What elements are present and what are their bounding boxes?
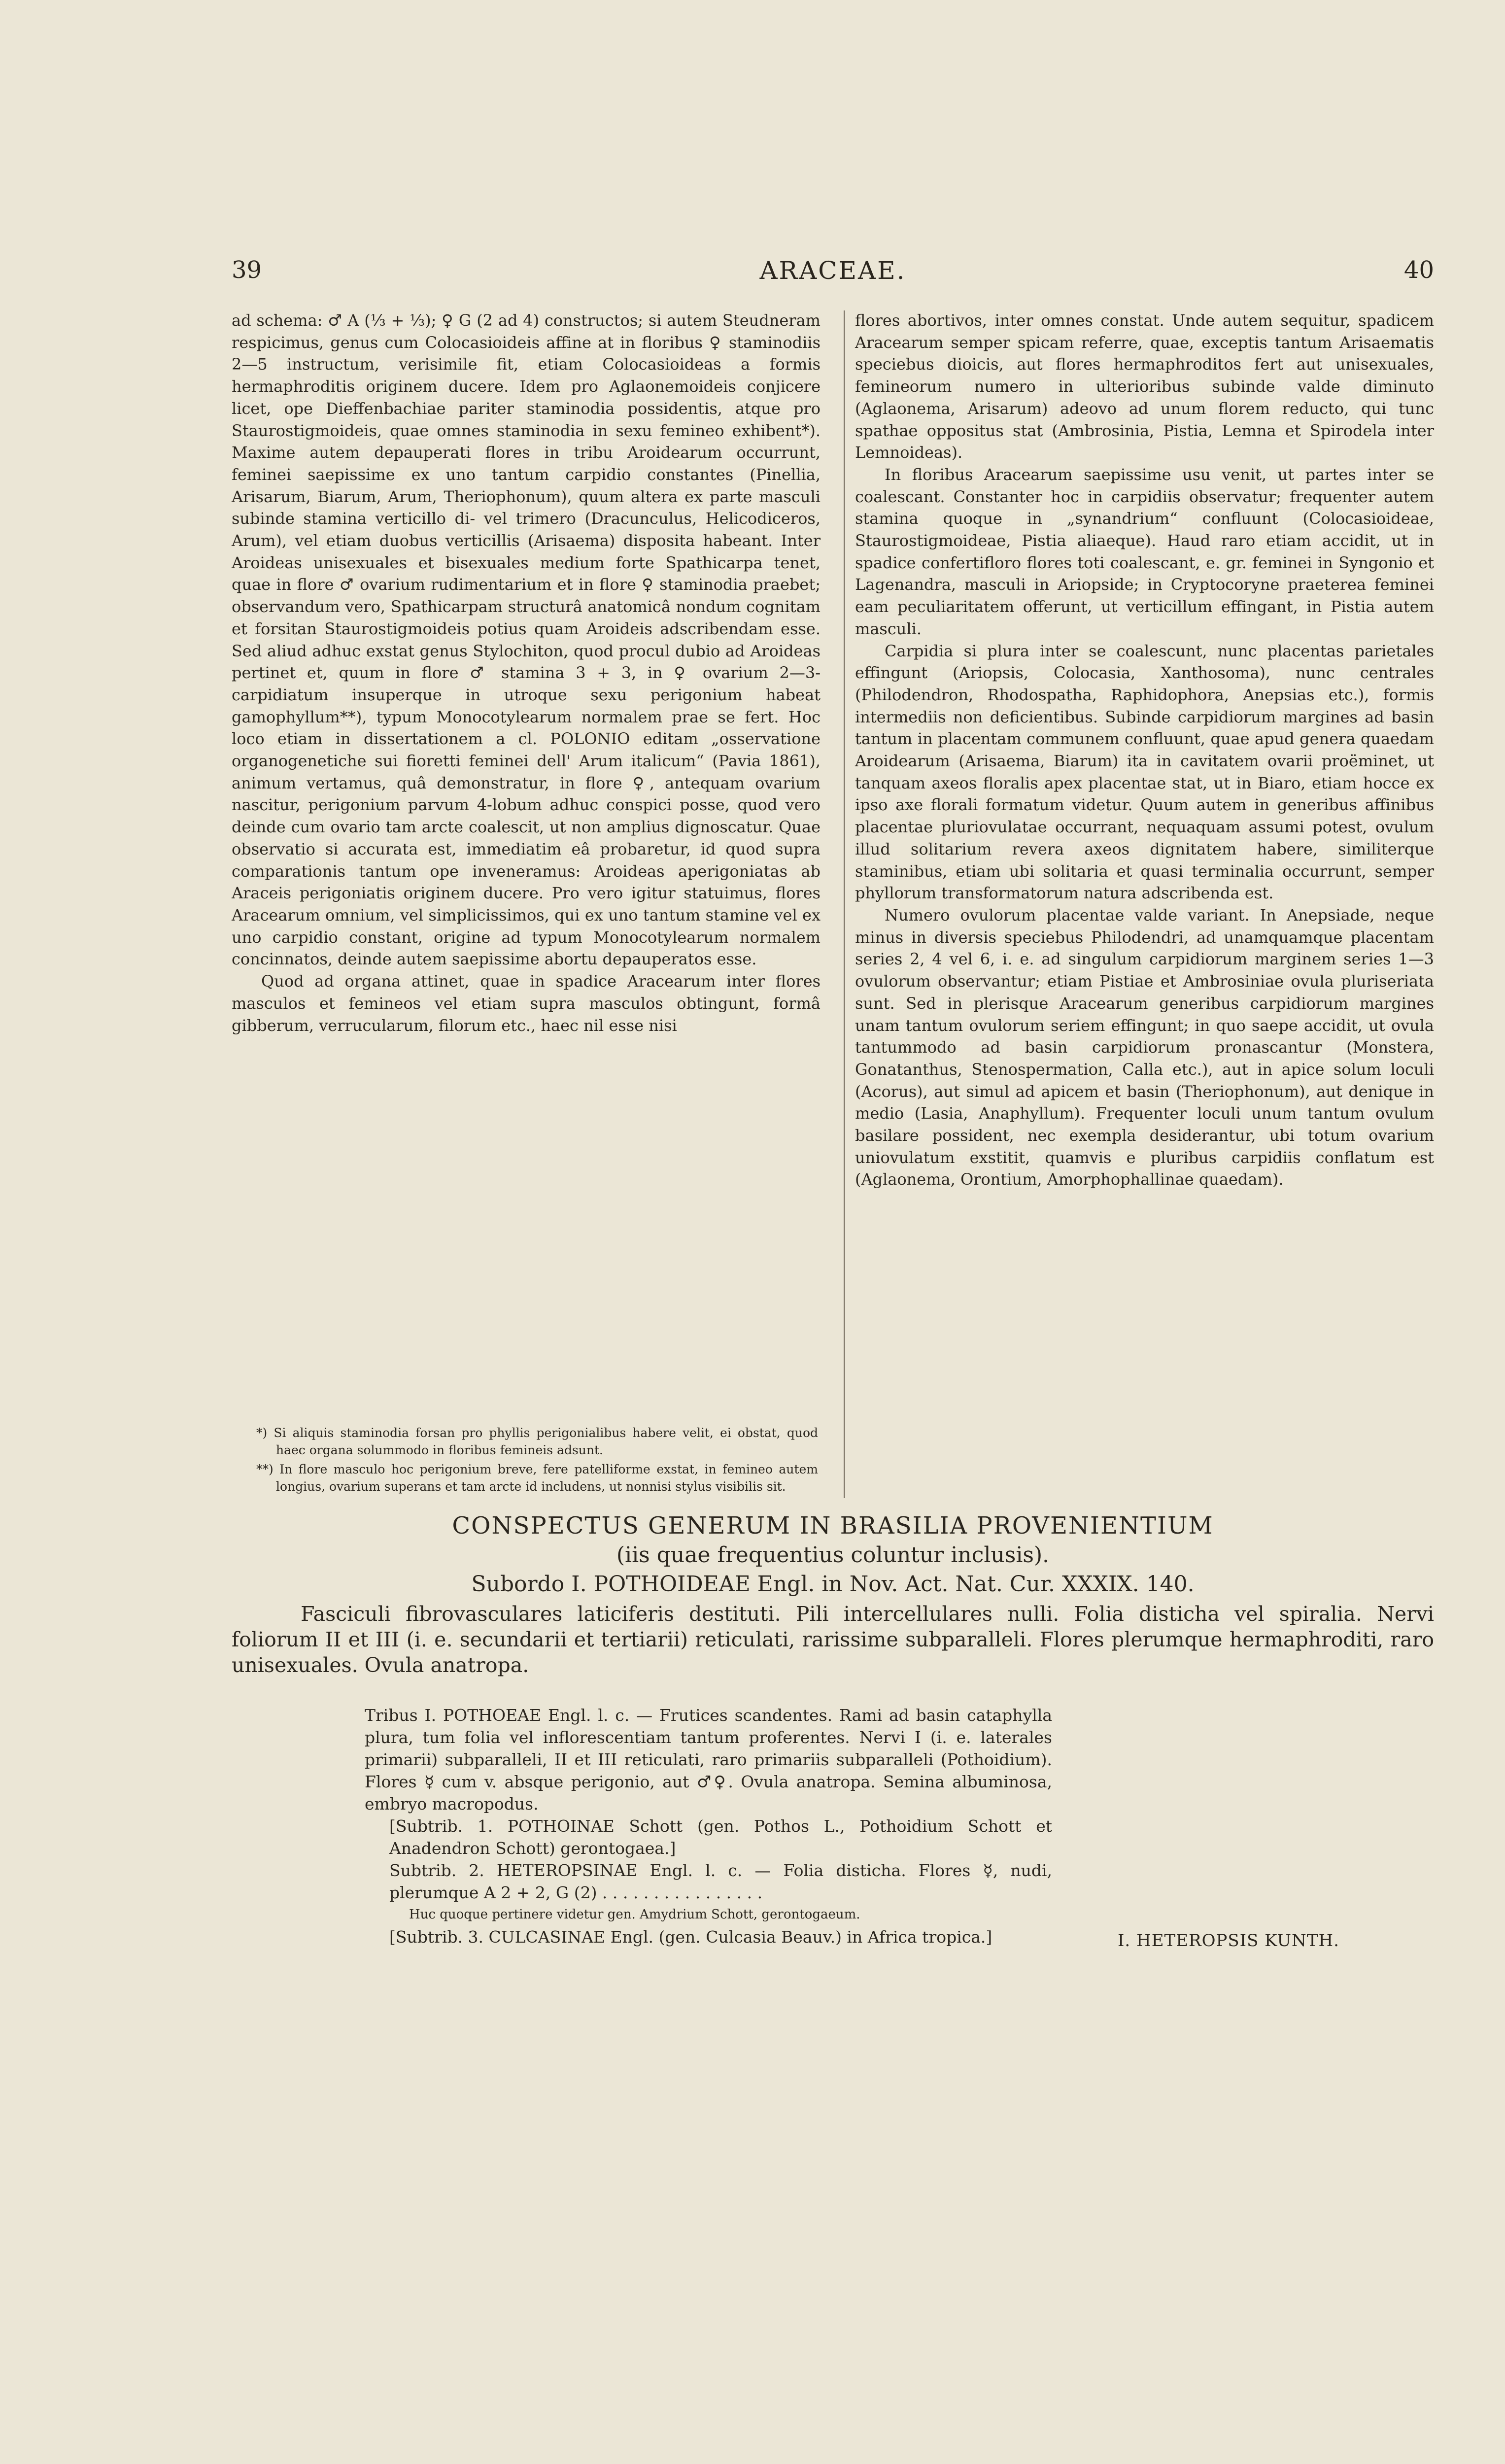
subtribus-3: [Subtrib. 3. CULCASINAE Engl. (gen. Culcasia Beauv.) in Africa tropica.] bbox=[389, 1927, 992, 1947]
subtribus-2: Subtrib. 2. HETEROPSINAE Engl. l. c. — Folia disticha. Flores ☿, nudi, plerumque A 2 + 2, G (2) . . . . . . . . . . . . . . . . bbox=[389, 1861, 1052, 1902]
tribus-text: Tribus I. POTHOEAE Engl. l. c. — Frutices scandentes. Rami ad basin cataphylla plura, tum folia vel inflorescentiam tantum proferentes. Nervi I (i. e. laterales primarii) subparalleli, II et III reticulati, raro primariis subparalleli (Pothoidium). Flores ☿ cum v. absque perigonio, aut ♂♀. Ovula anatropa. Semina albuminosa, embryo macropodus. bbox=[365, 1706, 1052, 1814]
page-number-right: 40 bbox=[1403, 256, 1434, 284]
running-head: ARACEAE. bbox=[759, 256, 906, 285]
genus-heteropsis: I. HETEROPSIS KUNTH. bbox=[1118, 1931, 1339, 1951]
left-paragraph: ad schema: ♂ A (⅓ + ⅓); ♀ G (2 ad 4) constructos; si autem Steudneram respicimus, genus cum Colocasioideis affine at in floribus ♀ staminodiis 2—5 instructum, verisimile fit, etiam Colocasioideas a formis hermaphroditis originem ducere. Idem pro Aglaonemoideis conjicere licet, ope Dieffenbachiae pariter staminodia possidentis, atque pro Staurostigmoideis, quae omnes staminodia in sexu femineo exhibent*). Maxime autem depauperati flores in tribu Aroidearum occurrunt, feminei saepissime ex uno tantum carpidio constantes (Pinellia, Arisarum, Biarum, Arum, Theriophonum), quum altera ex parte masculi subinde stamina verticillo di- vel trimero (Dracunculus, Helicodiceros, Arum), vel etiam duobus verticillis (Arisaema) disposita habeant. Inter Aroideas unisexuales et bisexuales medium forte Spathicarpa tenet, quae in flore ♂ ovarium rudimentarium et in flore ♀ staminodia praebet; observandum vero, Spathicarpam structurâ anatomicâ nondum cognitam et forsitan Staurostigmoideis potius quam Aroideis adscribendam esse. Sed aliud adhuc exstat genus Stylochiton, quod procul dubio ad Aroideas pertinet et, quum in flore ♂ stamina 3 + 3, in ♀ ovarium 2—3-carpidiatum insuperque in utroque sexu perigonium habeat gamophyllum**), typum Monocotylearum normalem prae se fert. Hoc loco etiam in dissertationem a cl. POLONIO editam „osservatione organogenetiche sui fioretti feminei dell' Arum italicum“ (Pavia 1861), animum vertamus, quâ demonstratur, in flore ♀, antequam ovarium nascitur, perigonium parvum 4-lobum adhuc conspici posse, quod vero deinde cum ovario tam arcte coalescit, ut non amplius dignoscatur. Quae observatio si accurata est, immediatim eâ probaretur, id quod supra comparationis tantum ope inveneramus: Aroideas aperigoniatas ab Araceis perigoniatis originem ducere. Pro vero igitur statuimus, flores Aracearum omnium, vel simplicissimos, qui ex uno tantum stamine vel ex uno carpidio constant, origine ad typum Monocotylearum normalem concinnatos, deinde autem saepissime abortu depauperatos esse. bbox=[232, 311, 821, 969]
tribus-block bbox=[365, 1704, 1052, 1948]
subordo-diagnosis bbox=[232, 1601, 1434, 1678]
right-paragraph: Carpidia si plura inter se coalescunt, nunc placentas parietales effingunt (Ariopsis, Colocasia, Xanthosoma), nunc centrales (Philodendron, Rhodospatha, Raphidophora, Anepsias etc.), formis intermediis non deficientibus. Subinde carpidiorum margines ad basin tantum in placentam communem confluunt, quae apud genera quaedam Aroidearum (Arisaema, Biarum) ita in cavitatem ovarii proëminet, ut tanquam axeos floralis apex placentae stat, ut in Biaro, etiam hocce ex ipso axe florali formatum videtur. Quum autem in generibus affinibus placentae pluriovulatae occurrant, nequaquam assumi potest, ovulum illud solitarium revera axeos dignitatem habere, similiterque staminibus, etiam ubi solitaria et quasi terminalia occurrunt, semper phyllorum transformatorum natura adscribenda est. bbox=[855, 641, 1434, 903]
conspectus-title: CONSPECTUS GENERUM IN BRASILIA PROVENIENTIUM bbox=[452, 1512, 1214, 1540]
column-divider bbox=[844, 310, 845, 1498]
left-paragraph: Quod ad organa attinet, quae in spadice Aracearum inter flores masculos et femineos vel etiam supra masculos obtingunt, formâ gibberum, verrucularum, filorum etc., haec nil esse nisi bbox=[232, 972, 821, 1035]
page-header bbox=[232, 256, 1434, 296]
conspectus-subtitle: (iis quae frequentius coluntur inclusis). bbox=[616, 1542, 1050, 1568]
page-number-left: 39 bbox=[232, 256, 262, 284]
subtribus-note: Huc quoque pertinere videtur gen. Amydrium Schott, gerontogaeum. bbox=[409, 1907, 860, 1922]
footnote: **) In flore masculo hoc perigonium breve, fere patelliforme exstat, in femineo autem longius, ovarium superans et tam arcte id includens, ut nonnisi stylus visibilis sit. bbox=[256, 1462, 818, 1494]
left-column bbox=[232, 309, 821, 1036]
subtribus-1: [Subtrib. 1. POTHOINAE Schott (gen. Pothos L., Pothoidium Schott et Anadendron Schott) gerontogaea.] bbox=[389, 1816, 1052, 1858]
footnotes bbox=[256, 1424, 818, 1497]
right-paragraph: In floribus Aracearum saepissime usu venit, ut partes inter se coalescant. Constanter hoc in carpidiis observatur; frequenter autem stamina quoque in „synandrium“ confluunt (Colocasioideae, Staurostigmoideae, Pistia aliaeque). Haud raro etiam accidit, ut in spadice confertifloro flores toti coalescant, e. gr. feminei in Syngonio et Lagenandra, masculi in Ariopside; in Cryptocoryne praeterea feminei eam peculiaritatem offerunt, ut verticillum effingant, in Pistia autem masculi. bbox=[855, 465, 1434, 638]
diagnosis-text: Fasciculi fibrovasculares laticiferis destituti. Pili intercellulares nulli. Folia disticha vel spiralia. Nervi foliorum II et III (i. e. secundarii et tertiarii) reticulati, rarissime subparalleli. Flores plerumque hermaphroditi, raro unisexuales. Ovula anatropa. bbox=[232, 1602, 1434, 1677]
footnote: *) Si aliquis staminodia forsan pro phyllis perigonialibus habere velit, ei obstat, quod haec organa solummodo in floribus femineis adsunt. bbox=[256, 1426, 818, 1457]
right-column bbox=[855, 309, 1434, 1191]
subordo-heading: Subordo I. POTHOIDEAE Engl. in Nov. Act. Nat. Cur. XXXIX. 140. bbox=[471, 1572, 1195, 1597]
conspectus-section bbox=[232, 1510, 1434, 1678]
right-paragraph: Numero ovulorum placentae valde variant. In Anepsiade, neque minus in diversis speciebus Philodendri, ad unamquamque placentam series 2, 4 vel 6, i. e. ad singulum carpidiorum marginem series 1—3 ovulorum observantur; etiam Pistiae et Ambrosiniae ovula pluriseriata sunt. Sed in plerisque Aracearum generibus carpidiorum margines unam tantum ovulorum seriem effingunt; in quo saepe accidit, ut ovula tantummodo ad basin carpidiorum pronascantur (Monstera, Gonatanthus, Stenospermation, Calla etc.), aut in apice solum loculi (Acorus), aut simul ad apicem et basin (Theriophonum), aut denique in medio (Lasia, Anaphyllum). Frequenter loculi unum tantum ovulum basilare possident, nec exempla desiderantur, ubi totum ovarium uniovulatum exstitit, quamvis e pluribus carpidiis conflatum est (Aglaonema, Orontium, Amorphophallinae quaedam). bbox=[855, 905, 1434, 1189]
right-paragraph: flores abortivos, inter omnes constat. Unde autem sequitur, spadicem Aracearum semper spicam referre, quae, exceptis tantum Arisaematis speciebus dioicis, aut flores hermaphroditos fert aut unisexuales, femineorum numero in ulterioribus subinde valde diminuto (Aglaonema, Arisarum) adeovo ad unum florem reducto, qui tunc spathae oppositus stat (Ambrosinia, Pistia, Lemna et Spirodela inter Lemnoideas). bbox=[855, 311, 1434, 462]
